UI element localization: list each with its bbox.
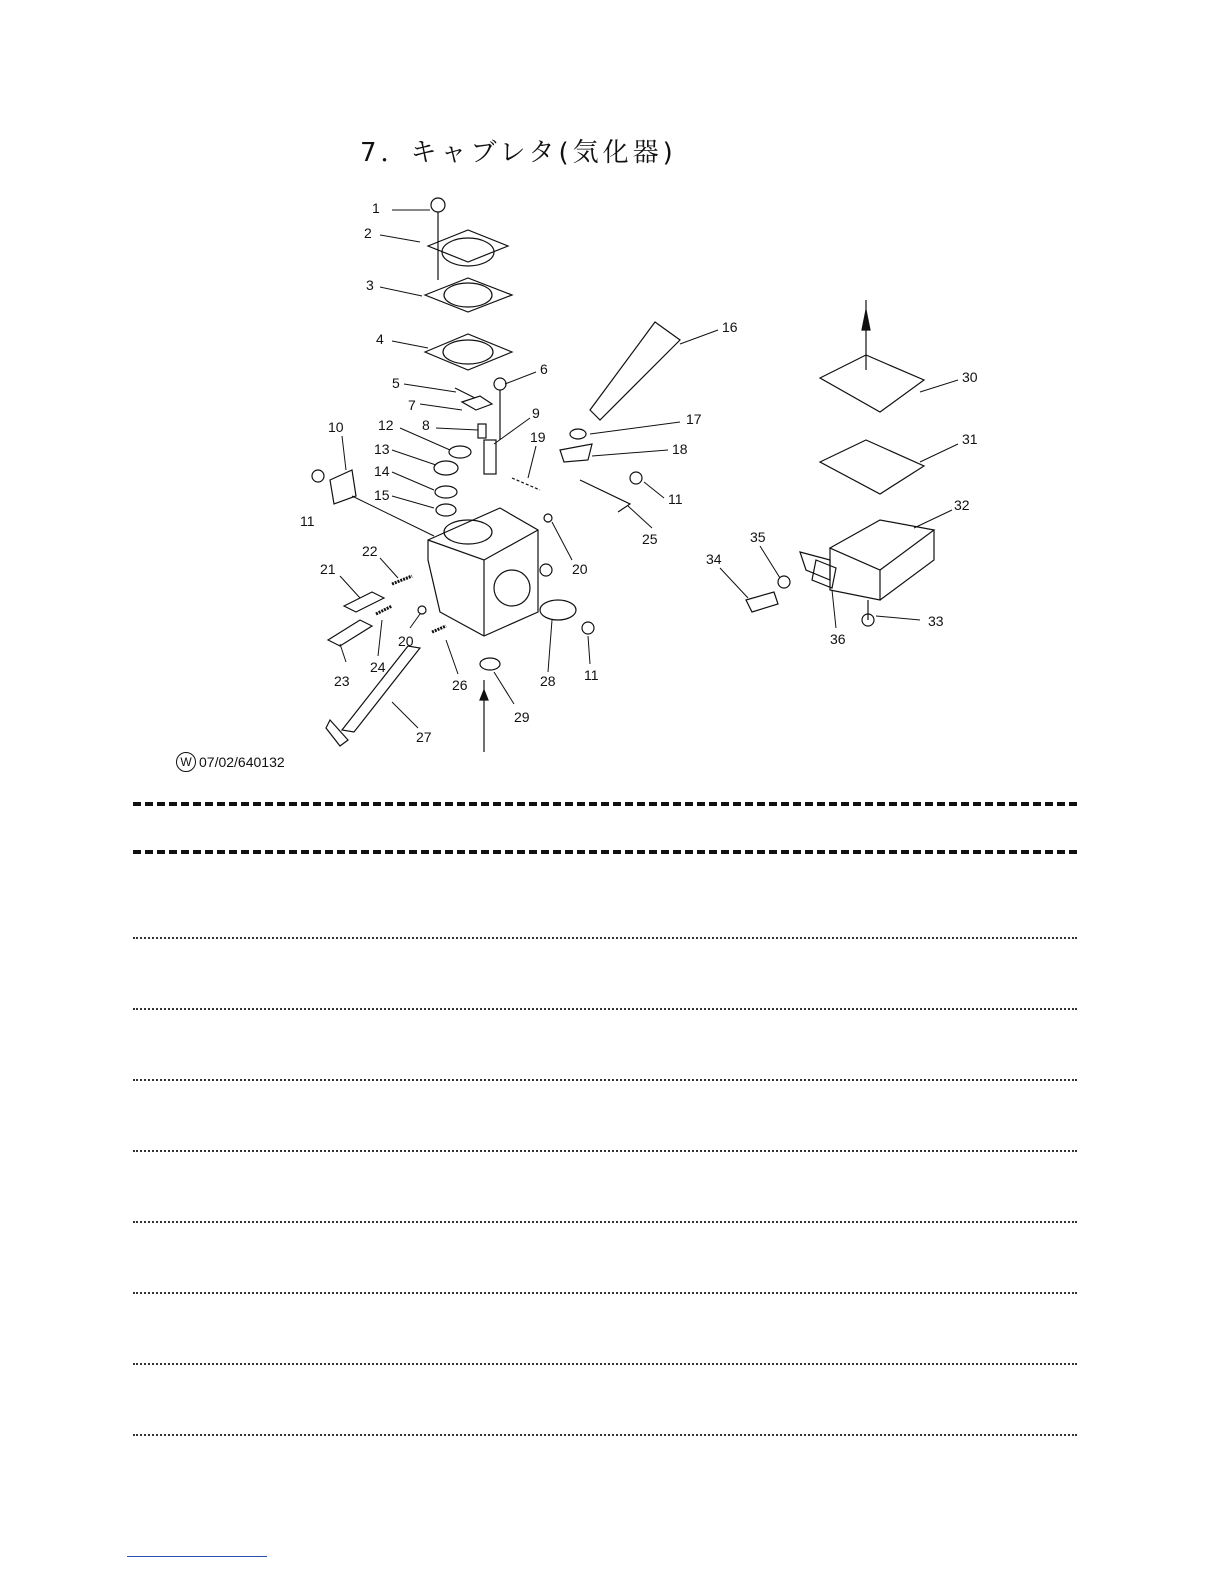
dashed-separator bbox=[133, 802, 1077, 806]
part-label: 15 bbox=[374, 487, 390, 503]
part-label: 23 bbox=[334, 673, 350, 689]
dotted-rule bbox=[133, 1221, 1077, 1223]
part-label: 12 bbox=[378, 417, 394, 433]
part-label: 20 bbox=[398, 633, 414, 649]
part-label: 16 bbox=[722, 319, 738, 335]
part-label: 8 bbox=[422, 417, 430, 433]
part-label: 22 bbox=[362, 543, 378, 559]
part-label: 11 bbox=[584, 667, 599, 683]
part-label: 14 bbox=[374, 463, 390, 479]
part-label: 35 bbox=[750, 529, 766, 545]
dotted-rule bbox=[133, 937, 1077, 939]
dotted-rule bbox=[133, 1008, 1077, 1010]
part-label: 34 bbox=[706, 551, 722, 567]
part-label: 11 bbox=[300, 513, 315, 529]
part-label: 26 bbox=[452, 677, 468, 693]
part-label: 9 bbox=[532, 405, 540, 421]
part-label: 33 bbox=[928, 613, 944, 629]
part-label: 3 bbox=[366, 277, 374, 293]
part-label: 6 bbox=[540, 361, 548, 377]
part-label: 25 bbox=[642, 531, 658, 547]
part-label: 18 bbox=[672, 441, 688, 457]
part-label: 17 bbox=[686, 411, 702, 427]
part-label: 10 bbox=[328, 419, 344, 435]
dotted-rule bbox=[133, 1292, 1077, 1294]
dashed-separator bbox=[133, 850, 1077, 854]
page-title: 7．キャブレタ(気化器) bbox=[360, 138, 677, 168]
part-label: 5 bbox=[392, 375, 400, 391]
w-circle-icon: W bbox=[176, 752, 196, 772]
part-label: 32 bbox=[954, 497, 970, 513]
footnote-rule bbox=[127, 1556, 267, 1557]
part-label: 20 bbox=[572, 561, 588, 577]
part-label: 19 bbox=[530, 429, 546, 445]
dotted-rule bbox=[133, 1363, 1077, 1365]
part-label: 31 bbox=[962, 431, 978, 447]
part-label: 28 bbox=[540, 673, 556, 689]
part-label: 11 bbox=[668, 491, 683, 507]
part-label: 29 bbox=[514, 709, 530, 725]
part-label: 2 bbox=[364, 225, 372, 241]
dotted-rule bbox=[133, 1150, 1077, 1152]
dotted-rule bbox=[133, 1079, 1077, 1081]
drawing-code bbox=[176, 752, 285, 772]
part-label: 1 bbox=[372, 200, 380, 216]
part-label: 7 bbox=[408, 397, 416, 413]
drawing-code-text: 07/02/640132 bbox=[199, 754, 285, 770]
part-label: 27 bbox=[416, 729, 432, 745]
part-label: 30 bbox=[962, 369, 978, 385]
dotted-rule bbox=[133, 1434, 1077, 1436]
part-label: 13 bbox=[374, 441, 390, 457]
part-label: 36 bbox=[830, 631, 846, 647]
part-label: 4 bbox=[376, 331, 384, 347]
part-label: 24 bbox=[370, 659, 386, 675]
part-label: 21 bbox=[320, 561, 336, 577]
